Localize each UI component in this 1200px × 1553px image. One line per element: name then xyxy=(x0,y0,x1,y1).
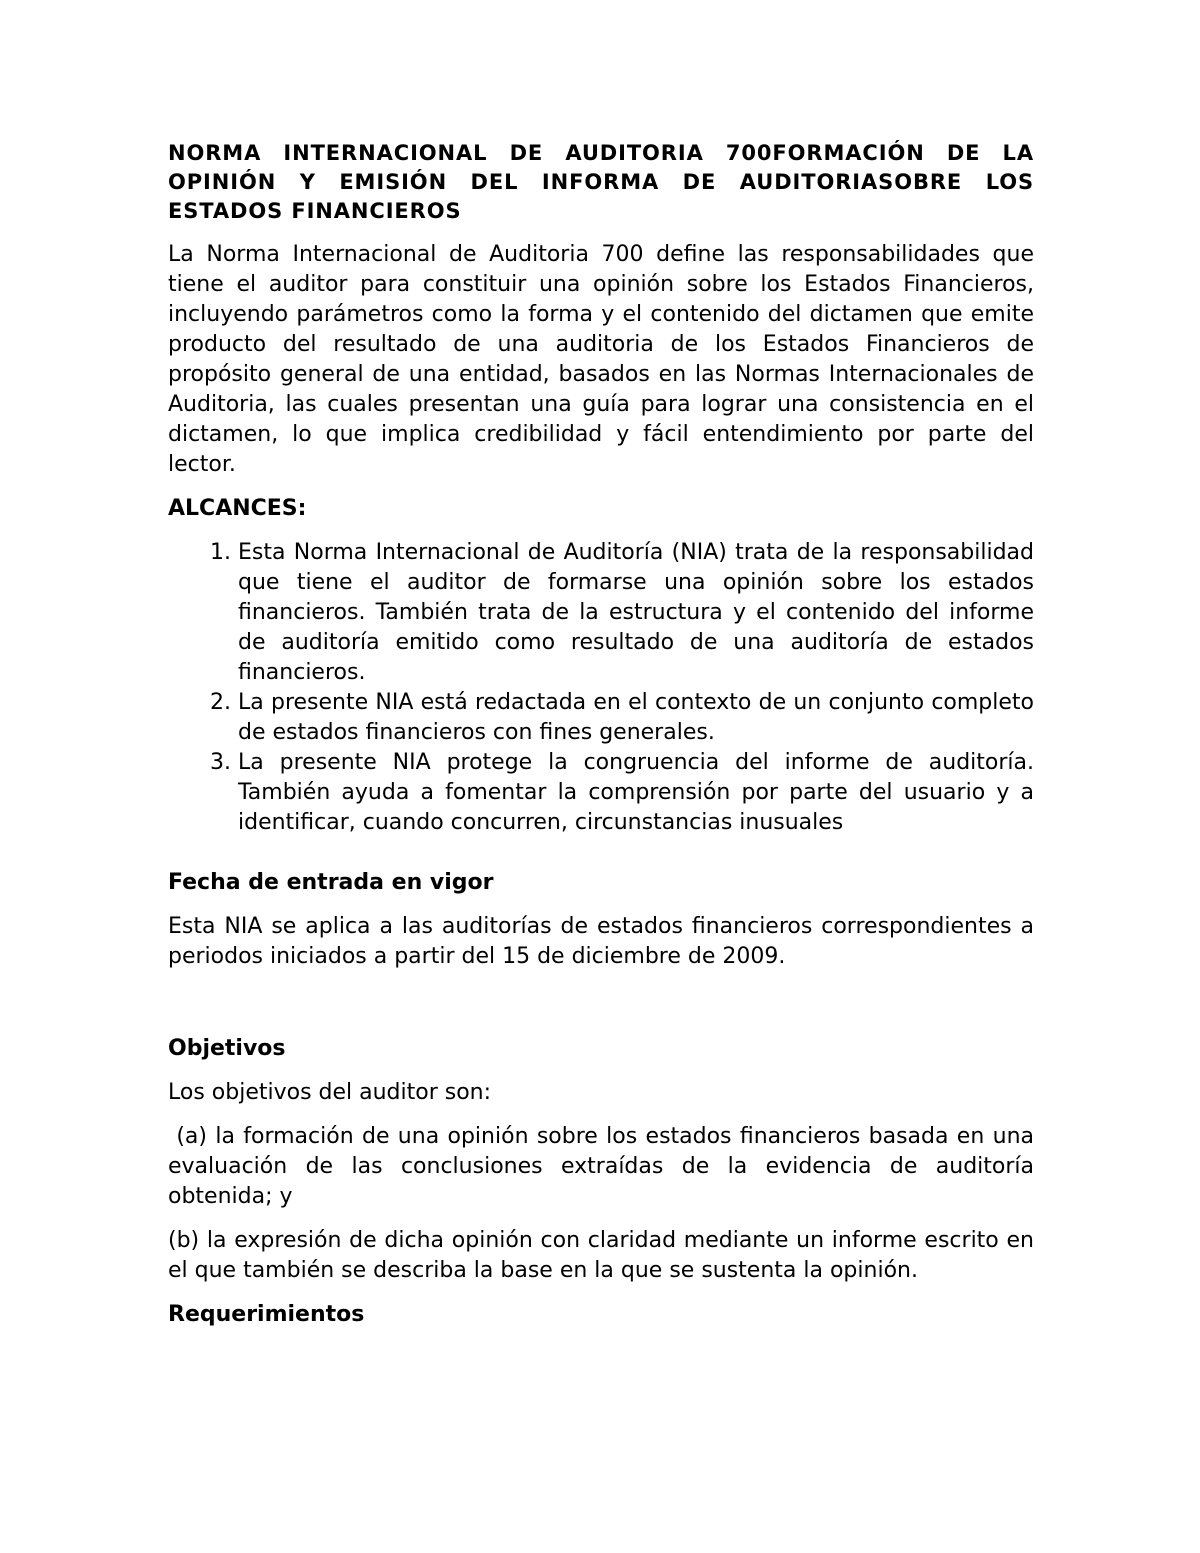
objetivos-lead: Los objetivos del auditor son: xyxy=(168,1080,492,1105)
vigor-paragraph: Esta NIA se aplica a las auditorías de estados financieros correspondientes a periodos iniciados a partir del 15 de diciembre de 2009. xyxy=(168,914,1034,969)
alcances-list xyxy=(168,538,1034,838)
spacer xyxy=(168,972,1034,1034)
objetivo-b: (b) la expresión de dicha opinión con claridad mediante un informe escrito en el que también se describa la base en la que se sustenta la opinión. xyxy=(168,1228,1034,1283)
document-title: NORMA INTERNACIONAL DE AUDITORIA 700FORMACIÓN DE LA OPINIÓN Y EMISIÓN DEL INFORMA DE AUDITORIASOBRE LOS ESTADOS FINANCIEROS xyxy=(168,141,1034,223)
vigor-heading: Fecha de entrada en vigor xyxy=(168,870,494,895)
list-item: 3. La presente NIA protege la congruencia del informe de auditoría. También ayuda a fomentar la comprensión por parte del usuario y a identificar, cuando concurren, circunstancias inusuales xyxy=(238,748,1034,838)
alcances-heading: ALCANCES: xyxy=(168,496,307,521)
list-item: 2. La presente NIA está redactada en el contexto de un conjunto completo de estados financieros con fines generales. xyxy=(238,688,1034,748)
list-item: 1. Esta Norma Internacional de Auditoría (NIA) trata de la responsabilidad que tiene el auditor de formarse una opinión sobre los estados financieros. También trata de la estructura y el contenido del informe de auditoría emitido como resultado de una auditoría de estados financieros. xyxy=(238,538,1034,688)
objetivo-a: (a) la formación de una opinión sobre los estados financieros basada en una evaluación de las conclusiones extraídas de la evidencia de auditoría obtenida; y xyxy=(168,1124,1041,1209)
objetivos-heading: Objetivos xyxy=(168,1036,286,1061)
spacer xyxy=(168,838,1034,868)
requerimientos-heading: Requerimientos xyxy=(168,1302,365,1327)
intro-paragraph: La Norma Internacional de Auditoria 700 define las responsabilidades que tiene el auditor para constituir una opinión sobre los Estados Financieros, incluyendo parámetros como la forma y el contenido del dictamen que emite producto del resultado de una auditoria de los Estados Financieros de propósito general de una entidad, basados en las Normas Internacionales de Auditoria, las cuales presentan una guía para lograr una consistencia en el dictamen, lo que implica credibilidad y fácil entendimiento por parte del lector. xyxy=(168,242,1034,477)
document-page xyxy=(168,139,1041,1344)
